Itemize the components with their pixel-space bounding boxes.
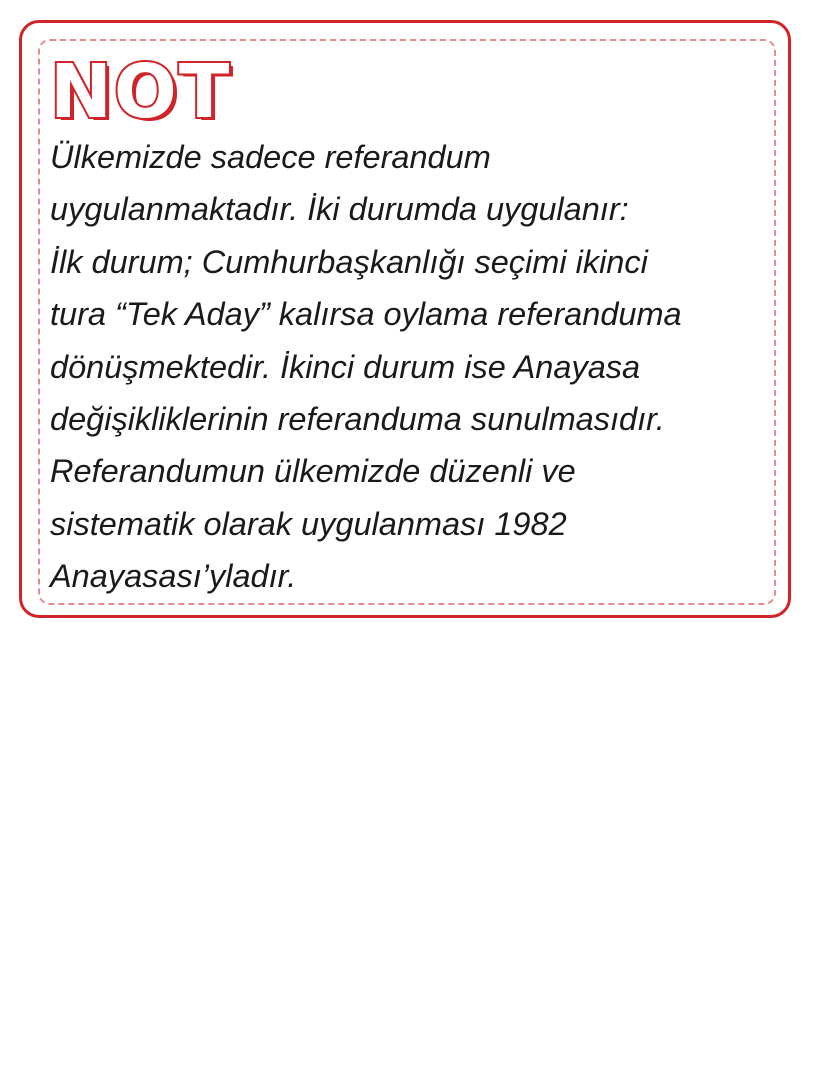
note-title: NOT — [50, 49, 232, 135]
note-line: sistematik olarak uygulanması 1982 — [50, 505, 567, 542]
note-line: değişikliklerinin referanduma sunulmasıdır. — [50, 401, 665, 438]
note-line: dönüşmektedir. İkinci durum ise Anayasa — [50, 348, 641, 385]
note-line: Ülkemizde sadece referandum — [50, 139, 491, 175]
note-line: İlk durum; Cumhurbaşkanlığı seçimi ikinci — [50, 243, 648, 280]
note-line: Referandumun ülkemizde düzenli ve — [50, 453, 576, 490]
note-line: uygulanmaktadır. İki durumda uygulanır: — [50, 191, 629, 228]
note-box — [19, 20, 791, 618]
note-line: tura “Tek Aday” kalırsa oylama referanduma — [50, 296, 682, 333]
note-body — [50, 131, 785, 603]
note-line: Anayasası’yladır. — [50, 558, 297, 595]
